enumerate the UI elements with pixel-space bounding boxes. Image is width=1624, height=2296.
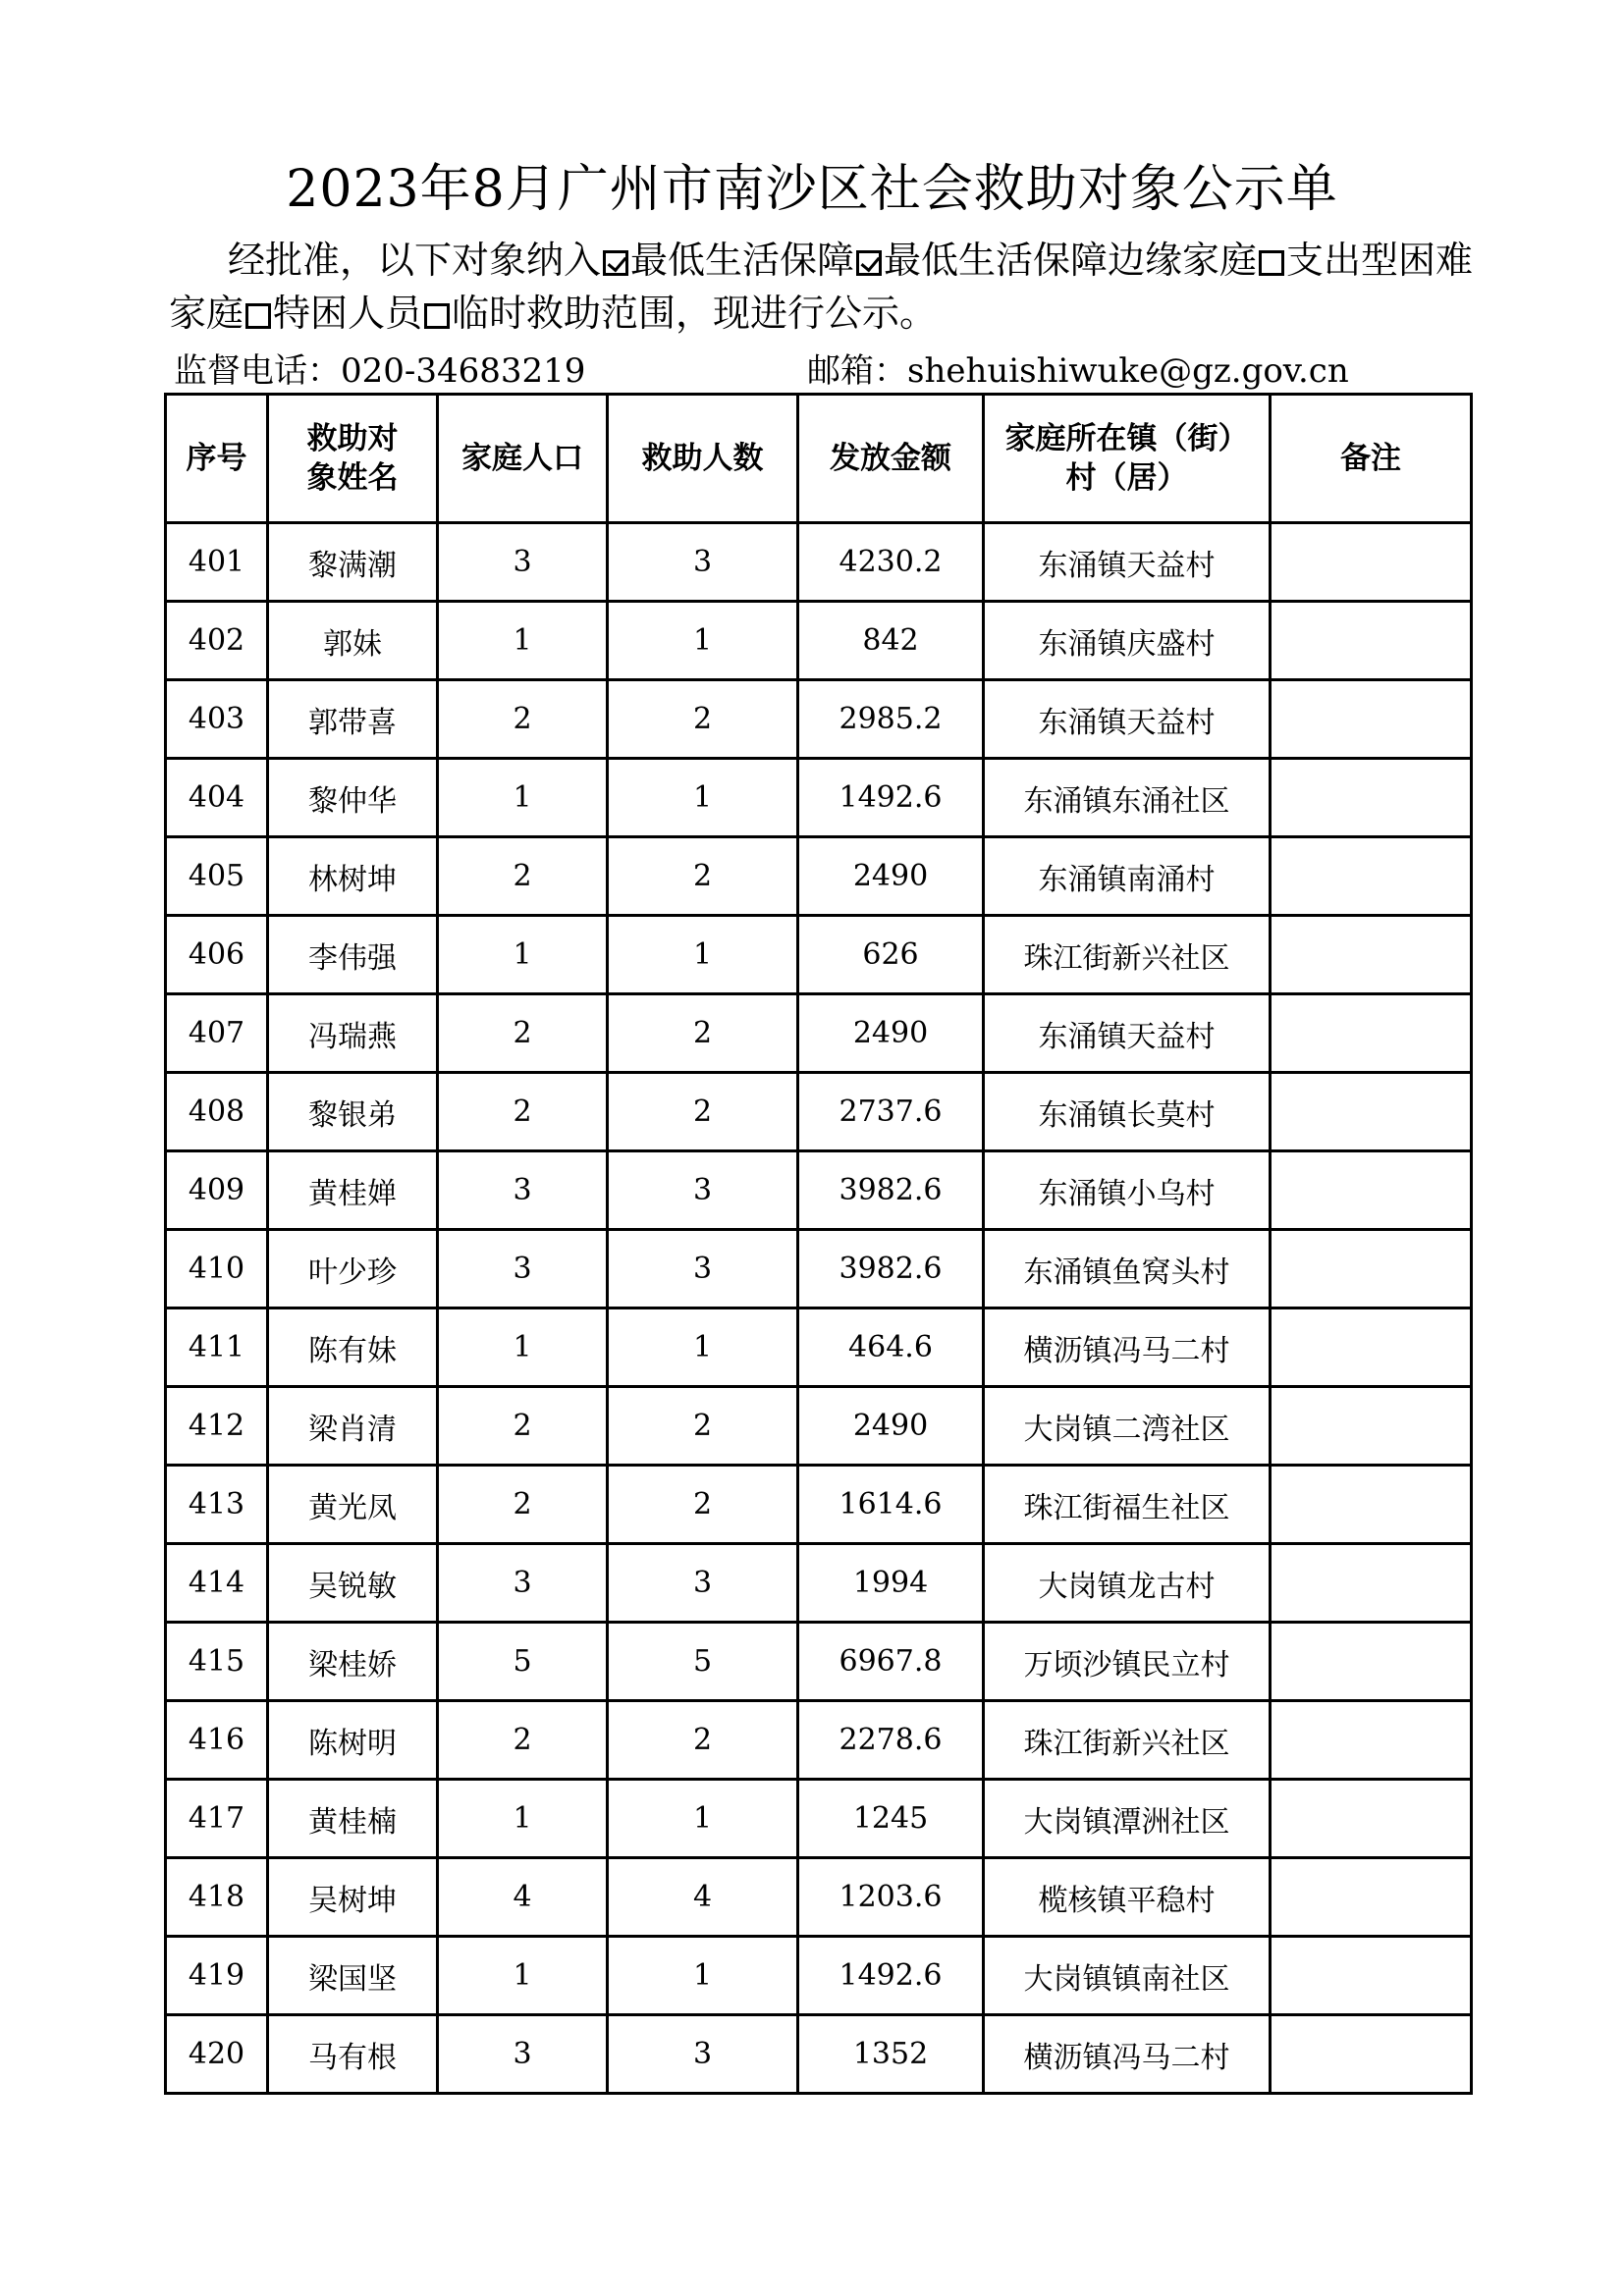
cell-name: 林树坤 — [268, 837, 438, 916]
table-row — [166, 602, 1472, 680]
cell-name: 马有根 — [268, 2015, 438, 2094]
cell-remark — [1271, 1937, 1472, 2015]
cell-no: 409 — [166, 1151, 268, 1230]
cell-no: 417 — [166, 1780, 268, 1858]
cell-family: 2 — [438, 1466, 608, 1544]
cell-aided: 2 — [608, 837, 798, 916]
cell-location: 榄核镇平稳村 — [984, 1858, 1271, 1937]
cell-no: 401 — [166, 523, 268, 602]
cell-amount: 2985.2 — [798, 680, 984, 759]
header-no: 序号 — [166, 395, 268, 523]
cell-amount: 2737.6 — [798, 1073, 984, 1151]
table-row — [166, 1230, 1472, 1308]
cell-location: 东涌镇天益村 — [984, 994, 1271, 1073]
cell-amount: 1492.6 — [798, 1937, 984, 2015]
header-location — [984, 395, 1271, 523]
header-remark: 备注 — [1271, 395, 1472, 523]
cell-remark — [1271, 2015, 1472, 2094]
cell-name: 冯瑞燕 — [268, 994, 438, 1073]
cell-family: 1 — [438, 759, 608, 837]
cell-name: 郭妹 — [268, 602, 438, 680]
table-row — [166, 1466, 1472, 1544]
cell-remark — [1271, 1466, 1472, 1544]
cell-name: 黄桂楠 — [268, 1780, 438, 1858]
cell-family: 5 — [438, 1623, 608, 1701]
cell-family: 2 — [438, 1073, 608, 1151]
cell-name: 陈树明 — [268, 1701, 438, 1780]
cell-amount: 1245 — [798, 1780, 984, 1858]
cell-family: 3 — [438, 1544, 608, 1623]
cell-remark — [1271, 1073, 1472, 1151]
cell-aided: 3 — [608, 1151, 798, 1230]
cell-location: 珠江街新兴社区 — [984, 1701, 1271, 1780]
cell-aided: 3 — [608, 2015, 798, 2094]
cell-family: 2 — [438, 1387, 608, 1466]
contact-email: 邮箱：shehuishiwuke@gz.gov.cn — [807, 351, 1349, 391]
cell-amount: 464.6 — [798, 1308, 984, 1387]
cell-remark — [1271, 1151, 1472, 1230]
option-minimum-living: 最低生活保障 — [630, 239, 855, 282]
cell-remark — [1271, 1544, 1472, 1623]
cell-name: 梁国坚 — [268, 1937, 438, 2015]
table-row — [166, 759, 1472, 837]
table-row — [166, 916, 1472, 994]
aid-recipients-table — [164, 393, 1473, 2095]
cell-family: 1 — [438, 602, 608, 680]
option-marginal-family: 最低生活保障边缘家庭 — [884, 239, 1258, 282]
cell-remark — [1271, 1701, 1472, 1780]
table-row — [166, 994, 1472, 1073]
cell-amount: 3982.6 — [798, 1230, 984, 1308]
table-row — [166, 1387, 1472, 1466]
cell-family: 2 — [438, 837, 608, 916]
cell-name: 黎仲华 — [268, 759, 438, 837]
cell-aided: 2 — [608, 680, 798, 759]
cell-no: 402 — [166, 602, 268, 680]
cell-location: 珠江街福生社区 — [984, 1466, 1271, 1544]
cell-remark — [1271, 602, 1472, 680]
cell-amount: 1203.6 — [798, 1858, 984, 1937]
cell-name: 吴锐敏 — [268, 1544, 438, 1623]
header-amount: 发放金额 — [798, 395, 984, 523]
table-row — [166, 2015, 1472, 2094]
header-name — [268, 395, 438, 523]
cell-name: 黄光凤 — [268, 1466, 438, 1544]
contact-line — [169, 344, 1475, 393]
header-location-text: 家庭所在镇（街）村（居） — [1004, 421, 1249, 496]
cell-name: 叶少珍 — [268, 1230, 438, 1308]
cell-aided: 5 — [608, 1623, 798, 1701]
table-row — [166, 1623, 1472, 1701]
cell-remark — [1271, 759, 1472, 837]
cell-no: 412 — [166, 1387, 268, 1466]
cell-no: 414 — [166, 1544, 268, 1623]
cell-family: 2 — [438, 1701, 608, 1780]
cell-location: 大岗镇镇南社区 — [984, 1937, 1271, 2015]
cell-location: 东涌镇天益村 — [984, 680, 1271, 759]
option-extreme-poverty: 特困人员 — [273, 292, 423, 335]
table-row — [166, 1937, 1472, 2015]
cell-location: 大岗镇潭洲社区 — [984, 1780, 1271, 1858]
cell-family: 4 — [438, 1858, 608, 1937]
cell-remark — [1271, 1308, 1472, 1387]
table-row — [166, 1073, 1472, 1151]
cell-amount: 2490 — [798, 994, 984, 1073]
cell-amount: 2490 — [798, 1387, 984, 1466]
cell-family: 3 — [438, 2015, 608, 2094]
cell-amount: 1614.6 — [798, 1466, 984, 1544]
cell-no: 407 — [166, 994, 268, 1073]
cell-remark — [1271, 1387, 1472, 1466]
cell-no: 418 — [166, 1858, 268, 1937]
cell-amount: 2490 — [798, 837, 984, 916]
supervision-phone: 监督电话：020-34683219 — [174, 351, 586, 391]
cell-aided: 1 — [608, 1780, 798, 1858]
cell-remark — [1271, 1780, 1472, 1858]
cell-no: 420 — [166, 2015, 268, 2094]
table-row — [166, 523, 1472, 602]
header-name-text: 救助对象姓名 — [306, 421, 399, 496]
cell-aided: 1 — [608, 1937, 798, 2015]
cell-no: 419 — [166, 1937, 268, 2015]
cell-no: 411 — [166, 1308, 268, 1387]
cell-aided: 2 — [608, 994, 798, 1073]
cell-amount: 2278.6 — [798, 1701, 984, 1780]
cell-amount: 1492.6 — [798, 759, 984, 837]
cell-family: 1 — [438, 1308, 608, 1387]
cell-location: 东涌镇庆盛村 — [984, 602, 1271, 680]
table-row — [166, 1701, 1472, 1780]
table-row — [166, 1858, 1472, 1937]
table-row — [166, 1308, 1472, 1387]
cell-name: 黎满潮 — [268, 523, 438, 602]
cell-location: 东涌镇天益村 — [984, 523, 1271, 602]
cell-amount: 3982.6 — [798, 1151, 984, 1230]
cell-remark — [1271, 1623, 1472, 1701]
intro-paragraph — [169, 234, 1485, 340]
checkbox-icon — [245, 303, 271, 329]
table-header-row — [166, 395, 1472, 523]
cell-name: 郭带喜 — [268, 680, 438, 759]
cell-aided: 1 — [608, 1308, 798, 1387]
header-aided-count: 救助人数 — [608, 395, 798, 523]
cell-remark — [1271, 1858, 1472, 1937]
cell-no: 406 — [166, 916, 268, 994]
cell-aided: 2 — [608, 1387, 798, 1466]
table-row — [166, 1544, 1472, 1623]
cell-amount: 626 — [798, 916, 984, 994]
table-row — [166, 1780, 1472, 1858]
cell-location: 万顷沙镇民立村 — [984, 1623, 1271, 1701]
cell-family: 1 — [438, 916, 608, 994]
checkbox-icon — [603, 250, 628, 276]
table-row — [166, 837, 1472, 916]
cell-amount: 4230.2 — [798, 523, 984, 602]
cell-family: 2 — [438, 680, 608, 759]
cell-family: 2 — [438, 994, 608, 1073]
cell-name: 梁桂娇 — [268, 1623, 438, 1701]
cell-amount: 1352 — [798, 2015, 984, 2094]
cell-name: 黎银弟 — [268, 1073, 438, 1151]
cell-aided: 1 — [608, 602, 798, 680]
cell-name: 梁肖清 — [268, 1387, 438, 1466]
cell-remark — [1271, 1230, 1472, 1308]
cell-aided: 4 — [608, 1858, 798, 1937]
cell-aided: 3 — [608, 1544, 798, 1623]
intro-text: 经批准，以下对象纳入 — [228, 239, 602, 282]
cell-no: 416 — [166, 1701, 268, 1780]
cell-family: 1 — [438, 1780, 608, 1858]
cell-location: 东涌镇南涌村 — [984, 837, 1271, 916]
cell-name: 吴树坤 — [268, 1858, 438, 1937]
cell-location: 东涌镇东涌社区 — [984, 759, 1271, 837]
cell-name: 黄桂婵 — [268, 1151, 438, 1230]
cell-no: 403 — [166, 680, 268, 759]
cell-amount: 842 — [798, 602, 984, 680]
document-title: 2023年8月广州市南沙区社会救助对象公示单 — [286, 160, 1338, 219]
cell-aided: 1 — [608, 759, 798, 837]
cell-family: 3 — [438, 1151, 608, 1230]
cell-aided: 2 — [608, 1466, 798, 1544]
cell-amount: 1994 — [798, 1544, 984, 1623]
cell-no: 413 — [166, 1466, 268, 1544]
cell-aided: 1 — [608, 916, 798, 994]
header-family-size: 家庭人口 — [438, 395, 608, 523]
cell-remark — [1271, 523, 1472, 602]
cell-name: 李伟强 — [268, 916, 438, 994]
cell-no: 415 — [166, 1623, 268, 1701]
cell-no: 410 — [166, 1230, 268, 1308]
checkbox-icon — [1259, 250, 1284, 276]
cell-location: 横沥镇冯马二村 — [984, 2015, 1271, 2094]
cell-name: 陈有妹 — [268, 1308, 438, 1387]
table-body — [166, 523, 1472, 2094]
cell-location: 大岗镇二湾社区 — [984, 1387, 1271, 1466]
cell-aided: 2 — [608, 1073, 798, 1151]
option-temporary-aid: 临时救助范围，现进行公示。 — [452, 292, 938, 335]
cell-location: 东涌镇小乌村 — [984, 1151, 1271, 1230]
cell-remark — [1271, 994, 1472, 1073]
cell-remark — [1271, 837, 1472, 916]
cell-location: 大岗镇龙古村 — [984, 1544, 1271, 1623]
cell-family: 1 — [438, 1937, 608, 2015]
cell-location: 东涌镇长莫村 — [984, 1073, 1271, 1151]
cell-aided: 2 — [608, 1701, 798, 1780]
cell-amount: 6967.8 — [798, 1623, 984, 1701]
cell-family: 3 — [438, 1230, 608, 1308]
cell-no: 404 — [166, 759, 268, 837]
cell-remark — [1271, 680, 1472, 759]
cell-aided: 3 — [608, 523, 798, 602]
cell-no: 408 — [166, 1073, 268, 1151]
cell-location: 东涌镇鱼窝头村 — [984, 1230, 1271, 1308]
option-expenditure-hardship: 支出型困难家庭 — [169, 239, 1474, 335]
cell-family: 3 — [438, 523, 608, 602]
cell-location: 横沥镇冯马二村 — [984, 1308, 1271, 1387]
table-row — [166, 1151, 1472, 1230]
cell-aided: 3 — [608, 1230, 798, 1308]
cell-no: 405 — [166, 837, 268, 916]
cell-location: 珠江街新兴社区 — [984, 916, 1271, 994]
checkbox-icon — [424, 303, 450, 329]
checkbox-icon — [856, 250, 882, 276]
table-row — [166, 680, 1472, 759]
cell-remark — [1271, 916, 1472, 994]
